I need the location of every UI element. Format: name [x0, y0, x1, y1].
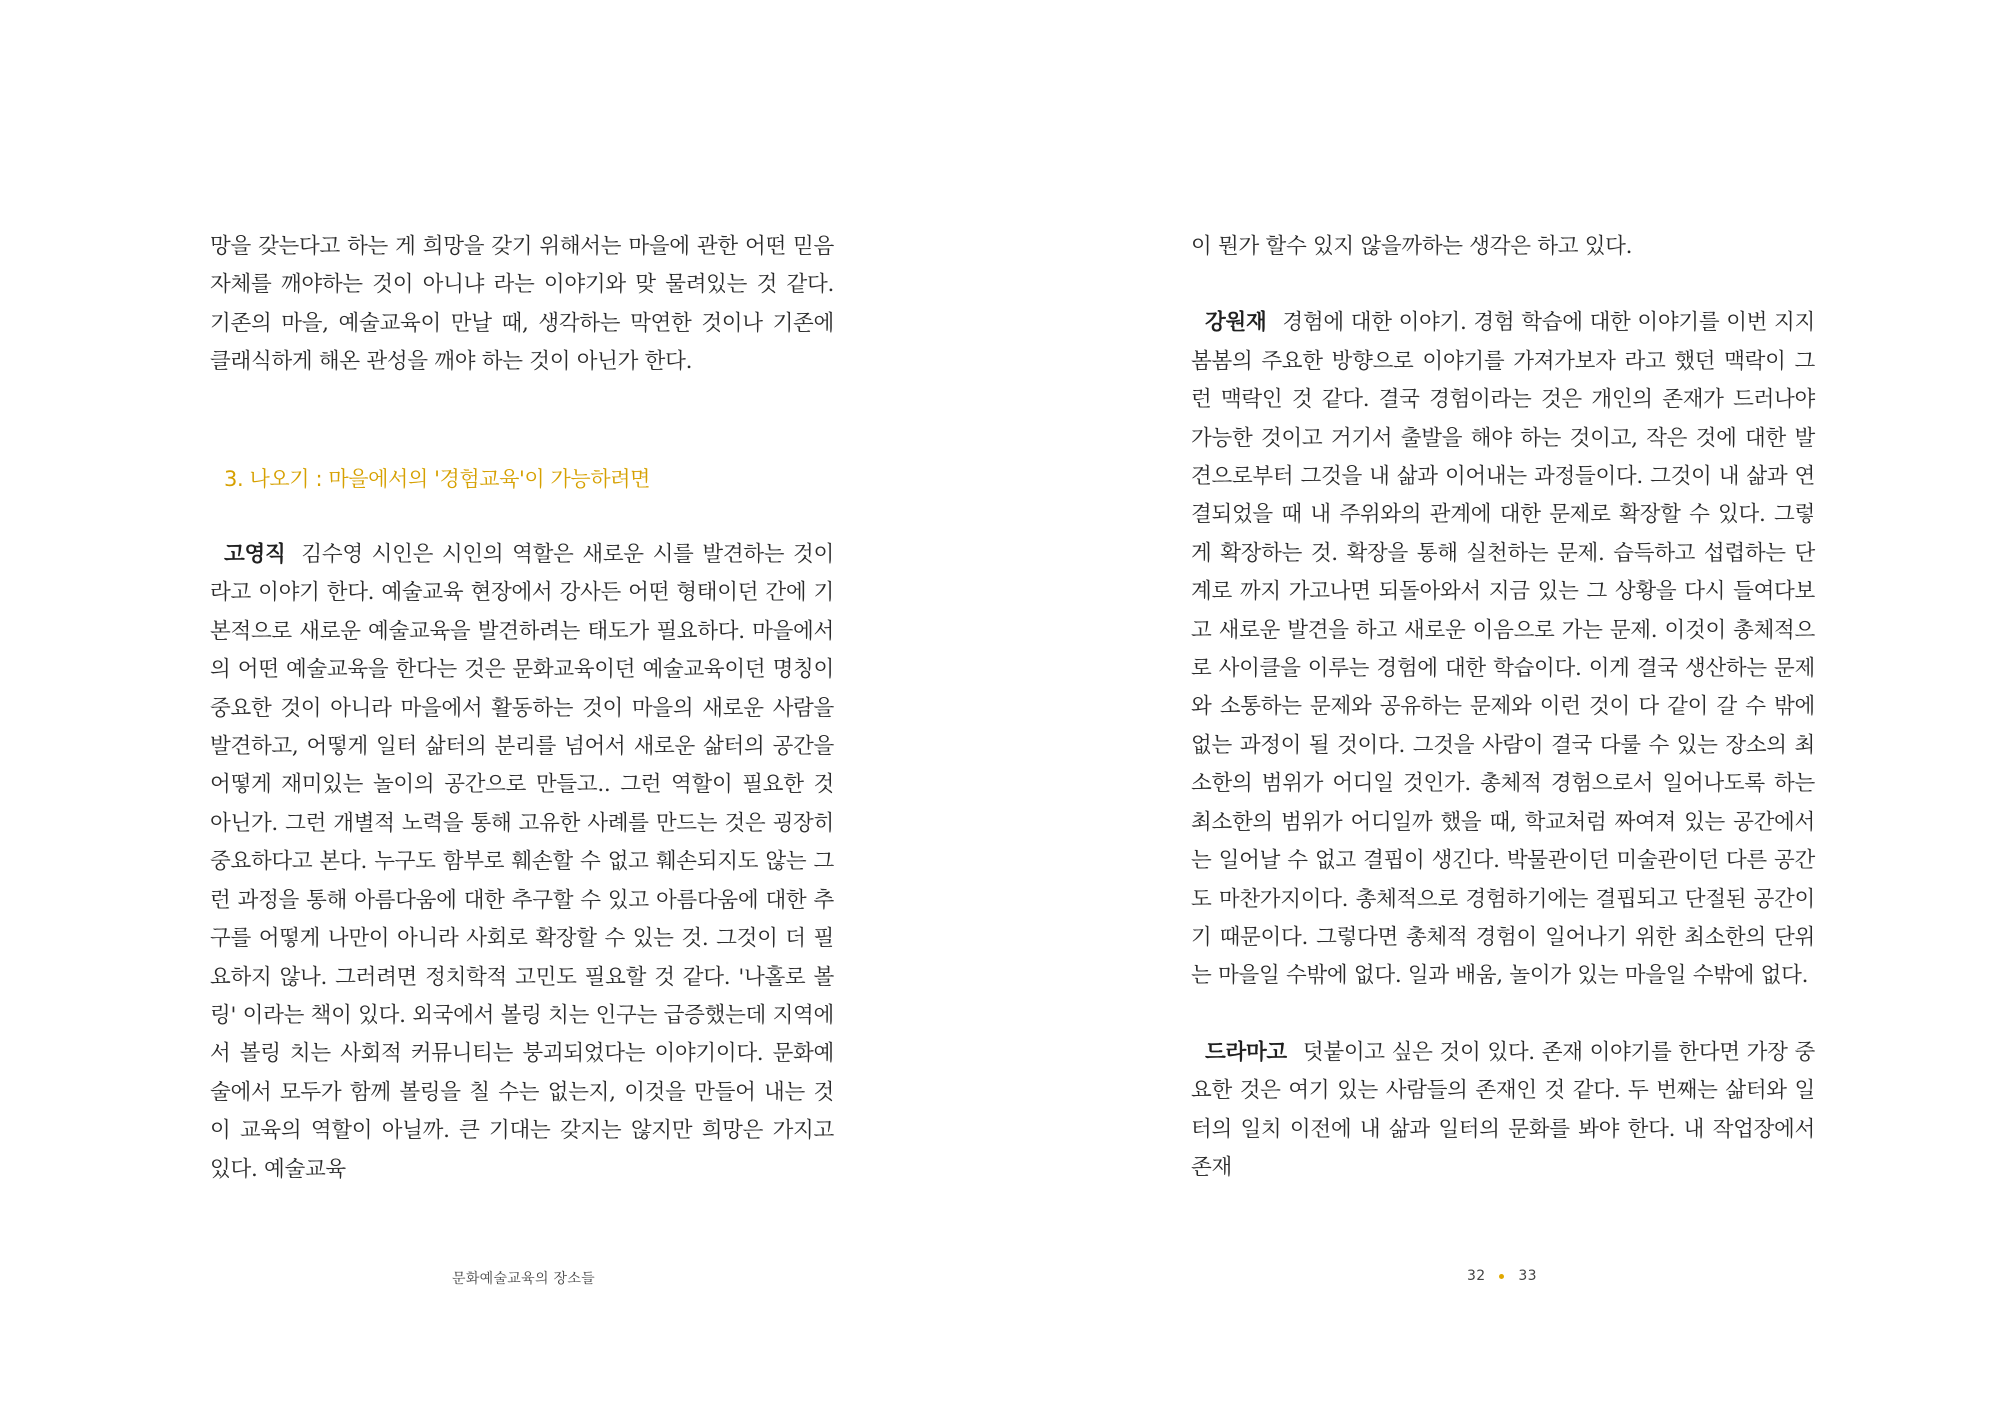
speaker-statement: 덧붙이고 싶은 것이 있다. 존재 이야기를 한다면 가장 중요한 것은 여기 있는 사람들의 존재인 것 같다. 두 번째는 삶터와 일터의 일치 이전에 내 삶과 일터의 문화를 봐야 한다. 내 작업장에서 존재 [1191, 1039, 1815, 1180]
right-page [1000, 0, 2000, 1413]
page-number-right: 33 [1518, 1268, 1537, 1284]
body-paragraph: 이 뭔가 할수 있지 않을까하는 생각은 하고 있다. [1191, 234, 1633, 259]
speaker-statement: 김수영 시인은 시인의 역할은 새로운 시를 발견하는 것이라고 이야기 한다. 예술교육 현장에서 강사든 어떤 형태이던 간에 기본적으로 새로운 예술교육을 발견하려는 태도가 필요하다. 마을에서의 어떤 예술교육을 한다는 것은 문화교육이던 예술교육이던 명칭이 중요한 것이 아니라 마을에서 활동하는 것이 마을의 새로운 사람을 발견하고, 어떻게 일터 삶터의 분리를 넘어서 새로운 삶터의 공간을 어떻게 재미있는 놀이의 공간으로 만들고.. 그런 역할이 필요한 것 아닌가. 그런 개별적 노력을 통해 고유한 사례를 만드는 것은 굉장히 중요하다고 본다. 누구도 함부로 훼손할 수 없고 훼손되지도 않는 그런 과정을 통해 아름다움에 대한 추구할 수 있고 아름다움에 대한 추구를 어떻게 나만이 아니라 사회로 확장할 수 있는 것. 그것이 더 필요하지 않나. 그러려면 정치학적 고민도 필요할 것 같다. '나홀로 볼링' 이라는 책이 있다. 외국에서 볼링 치는 인구는 급증했는데 지역에서 볼링 치는 사회적 커뮤니티는 붕괴되었다는 이야기이다. 문화예술에서 모두가 함께 볼링을 칠 수는 없는지, 이것을 만들어 내는 것이 교육의 역할이 아닐까. 큰 기대는 갖지는 않지만 희망은 가지고 있다. 예술교육 [210, 542, 834, 1182]
speaker-name: 강원재 [1205, 310, 1267, 336]
right-text-column [1191, 228, 1815, 1187]
body-paragraph: 망을 갖는다고 하는 게 희망을 갖기 위해서는 마을에 관한 어떤 믿음 자체를 깨야하는 것이 아니냐 라는 이야기와 맞 물려있는 것 같다. 기존의 마을, 예술교육이 만날 때, 생각하는 막연한 것이나 기존에 클래식하게 해온 관성을 깨야 하는 것이 아닌가 한다. [210, 234, 834, 375]
page-numbers [1467, 1268, 1537, 1284]
speaker-paragraph [210, 536, 834, 1189]
page-number-left: 32 [1467, 1268, 1486, 1284]
left-text-column [210, 228, 834, 1189]
bullet-dot-icon [1499, 1274, 1504, 1279]
footer-book-title: 문화예술교육의 장소들 [452, 1271, 595, 1287]
speaker-paragraph [1191, 1034, 1815, 1188]
speaker-name: 드라마고 [1205, 1039, 1287, 1065]
speaker-statement: 경험에 대한 이야기. 경험 학습에 대한 이야기를 이번 지지봄봄의 주요한 방향으로 이야기를 가져가보자 라고 했던 맥락이 그런 맥락인 것 같다. 결국 경험이라는 것은 개인의 존재가 드러나야 가능한 것이고 거기서 출발을 해야 하는 것이고, 작은 것에 대한 발견으로부터 그것을 내 삶과 이어내는 과정들이다. 그것이 내 삶과 연결되었을 때 내 주위와의 관계에 대한 문제로 확장할 수 있다. 그렇게 확장하는 것. 확장을 통해 실천하는 문제. 습득하고 섭렵하는 단계로 까지 가고나면 되돌아와서 지금 있는 그 상황을 다시 들여다보고 새로운 발견을 하고 새로운 이음으로 가는 문제. 이것이 총체적으로 사이클을 이루는 경험에 대한 학습이다. 이게 결국 생산하는 문제와 소통하는 문제와 공유하는 문제와 이런 것이 다 같이 갈 수 밖에 없는 과정이 될 것이다. 그것을 사람이 결국 다룰 수 있는 장소의 최소한의 범위가 어디일 것인가. 총체적 경험으로서 일어나도록 하는 최소한의 범위가 어디일까 했을 때, 학교처럼 짜여져 있는 공간에서는 일어날 수 없고 결핍이 생긴다. 박물관이던 미술관이던 다른 공간도 마찬가지이다. 총체적으로 경험하기에는 결핍되고 단절된 공간이기 때문이다. 그렇다면 총체적 경험이 일어나기 위한 최소한의 단위는 마을일 수밖에 없다. 일과 배움, 놀이가 있는 마을일 수밖에 없다. [1191, 310, 1815, 989]
speaker-name: 고영직 [224, 542, 286, 568]
section-heading: 3. 나오기 : 마을에서의 '경험교육'이 가능하려면 [224, 466, 650, 491]
speaker-paragraph [1191, 304, 1815, 995]
